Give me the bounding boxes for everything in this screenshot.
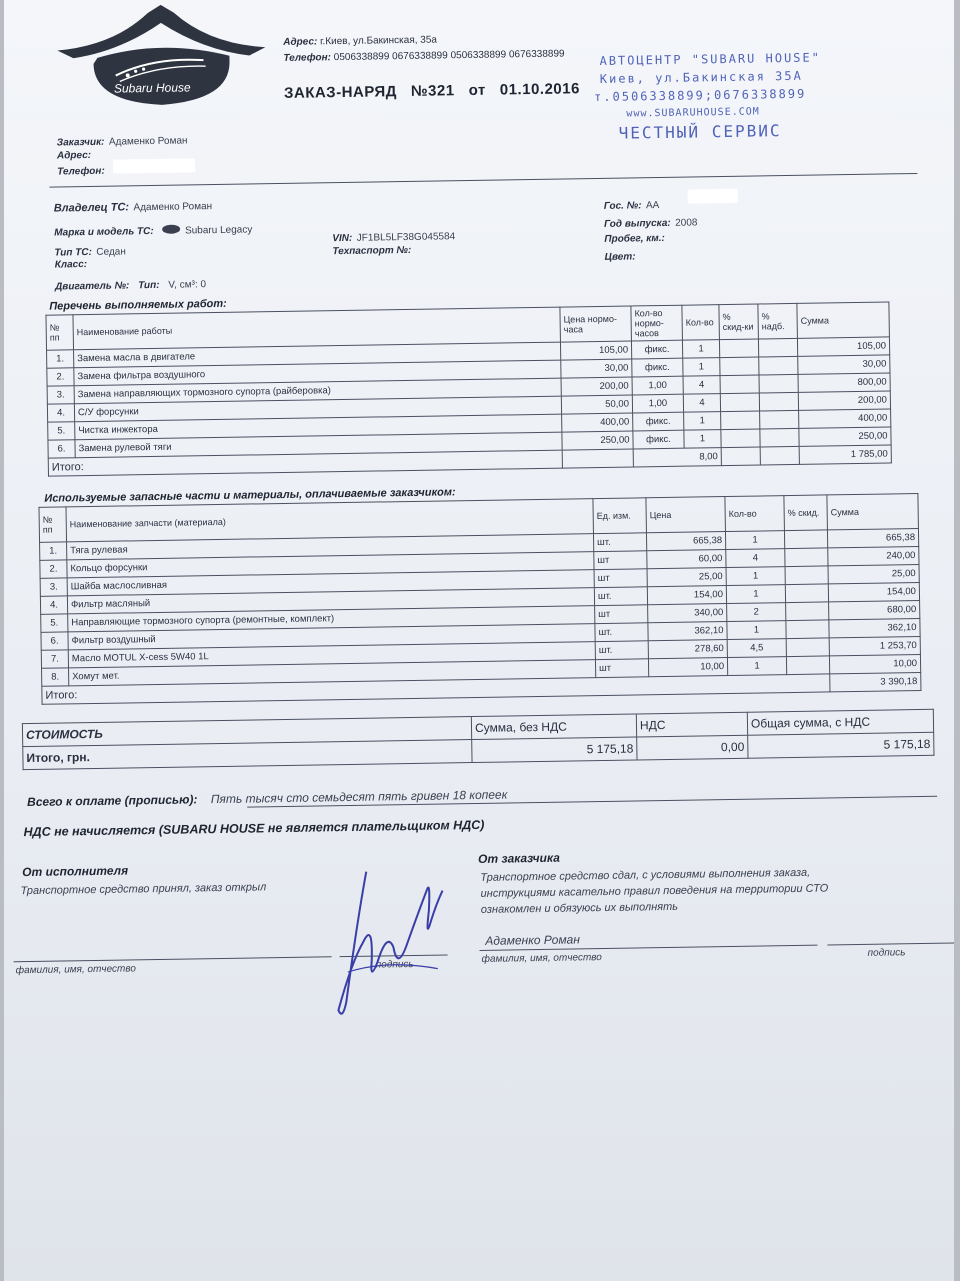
works-col-markup: % надб. <box>758 303 798 339</box>
part-discount <box>786 602 829 621</box>
parts-table <box>38 493 921 705</box>
stamp-line-5: ЧЕСТНЫЙ СЕРВИС <box>618 121 782 143</box>
part-qty: 4,5 <box>727 639 786 658</box>
work-price: 200,00 <box>561 377 632 396</box>
part-price: 362,10 <box>648 622 727 641</box>
row-number: 6. <box>41 632 68 650</box>
parts-col-number: № пп <box>39 507 67 542</box>
work-name: Замена фильтра воздушного <box>74 360 561 386</box>
part-sum: 154,00 <box>828 583 919 602</box>
work-discount <box>721 429 760 448</box>
customer-sign-line <box>827 942 954 945</box>
work-discount <box>720 357 759 376</box>
work-sum: 250,00 <box>799 427 891 446</box>
part-name: Фильтр воздушный <box>68 624 595 650</box>
year-row: Год выпуска: 2008 <box>604 217 698 230</box>
row-number: 5. <box>41 614 68 632</box>
part-discount <box>786 620 829 639</box>
work-sum: 800,00 <box>798 373 890 392</box>
cost-without-vat: 5 175,18 <box>472 737 637 763</box>
parts-col-unit: Ед. изм. <box>593 498 647 534</box>
customer-sign-text-2: инструкциями касательно правил поведения на территории СТО <box>480 882 829 900</box>
customer-address-label: Адрес: <box>56 149 92 162</box>
redaction-block <box>688 189 738 204</box>
work-discount <box>720 393 759 412</box>
works-total-hours: 8,00 <box>633 448 721 467</box>
cost-total-label: Итого, грн. <box>23 740 472 770</box>
part-qty: 1 <box>726 585 785 604</box>
work-hours: фикс. <box>632 358 683 377</box>
work-qty: 4 <box>683 394 720 413</box>
row-number: 3. <box>47 386 74 404</box>
executor-signature-icon <box>326 850 449 1022</box>
customer-sign-label: подпись <box>867 947 906 959</box>
work-markup <box>759 374 798 393</box>
works-total-label: Итого: <box>48 450 562 476</box>
part-discount <box>785 566 828 585</box>
row-number: 3. <box>40 578 67 596</box>
row-number: 5. <box>48 422 75 440</box>
row-number: 7. <box>41 650 68 668</box>
row-number: 2. <box>40 560 67 578</box>
work-sum: 105,00 <box>797 337 889 356</box>
part-name: Направляющие тормозного супорта (ремонтные, комплект) <box>68 606 595 632</box>
row-number: 4. <box>40 596 67 614</box>
cost-vat: 0,00 <box>637 735 748 760</box>
part-sum: 240,00 <box>828 547 919 566</box>
subaru-house-logo <box>53 3 270 111</box>
work-discount <box>721 411 760 430</box>
work-markup <box>760 428 799 447</box>
parts-total-sum: 3 390,18 <box>830 672 921 691</box>
work-qty: 1 <box>684 412 721 431</box>
executor-sign-label: подпись <box>375 958 414 971</box>
part-qty: 2 <box>727 603 786 622</box>
work-sum: 200,00 <box>798 391 890 410</box>
work-hours: 1,00 <box>632 376 683 395</box>
document-content <box>4 0 954 1281</box>
cost-summary-table <box>22 709 935 770</box>
work-qty: 1 <box>683 358 720 377</box>
make-row: Марка и модель ТС: Subaru Legacy <box>54 224 253 239</box>
mileage-label: Пробег, км.: <box>604 232 665 245</box>
part-sum: 362,10 <box>829 618 920 637</box>
works-table <box>45 301 891 476</box>
part-sum: 680,00 <box>829 601 920 620</box>
part-unit: шт <box>595 659 648 678</box>
part-price: 278,60 <box>648 640 727 659</box>
executor-name-line <box>14 956 332 962</box>
header-phones: Телефон: 0506338899 0676338899 0506338899 0676338899 <box>283 48 565 64</box>
customer-name-label: фамилия, имя, отчество <box>481 952 602 965</box>
engine-row: Двигатель №: Тип: V, см³: 0 <box>54 279 207 293</box>
work-hours: фикс. <box>633 412 684 431</box>
part-unit: шт. <box>593 533 646 552</box>
works-col-hours: Кол-во нормо-часов <box>631 305 683 341</box>
work-price: 250,00 <box>562 431 633 450</box>
row-number: 1. <box>40 542 67 560</box>
part-name: Тяга рулевая <box>67 534 594 560</box>
work-qty: 1 <box>682 340 719 359</box>
parts-col-name: Наименование запчасти (материала) <box>66 499 593 542</box>
works-col-price: Цена нормо-часа <box>560 306 632 342</box>
part-qty: 4 <box>726 549 785 568</box>
work-hours: фикс. <box>631 340 682 359</box>
part-unit: шт. <box>595 623 648 642</box>
customer-sign-text-1: Транспортное средство сдал, с условиями выполнения заказа, <box>480 866 811 884</box>
customer-row: Заказчик: Адаменко Роман <box>56 135 188 149</box>
stamp-line-3: т.0506338899;0676338899 <box>594 86 807 105</box>
executor-text: Транспортное средство принял, заказ открыл <box>20 881 267 898</box>
color-label: Цвет: <box>604 251 636 263</box>
works-total-empty <box>760 446 799 465</box>
subaru-emblem-icon <box>162 225 180 234</box>
parts-col-sum: Сумма <box>827 494 919 530</box>
work-markup <box>760 410 799 429</box>
parts-col-qty: Кол-во <box>725 496 785 532</box>
works-section-title: Перечень выполняемых работ: <box>49 297 227 313</box>
part-unit: шт <box>594 551 647 570</box>
work-hours: фикс. <box>633 430 684 449</box>
part-sum: 1 253,70 <box>829 636 920 655</box>
payment-words-label: Всего к оплате (прописью): <box>27 792 198 810</box>
redaction-block <box>113 158 195 173</box>
work-name: Чистка инжектора <box>75 414 562 440</box>
part-name: Фильтр масляный <box>67 588 594 614</box>
work-qty: 4 <box>683 376 720 395</box>
work-price: 30,00 <box>561 359 632 378</box>
part-discount <box>786 638 829 657</box>
part-name: Масло MOTUL X-cess 5W40 1L <box>68 642 595 668</box>
work-name: Замена рулевой тяги <box>75 432 562 458</box>
works-col-number: № пп <box>46 315 74 350</box>
works-col-sum: Сумма <box>797 302 890 338</box>
type-row: Тип ТС: Седан <box>54 246 126 259</box>
works-col-qty: Кол-во <box>682 305 720 341</box>
part-price: 154,00 <box>647 586 726 605</box>
part-sum: 10,00 <box>829 654 920 673</box>
part-unit: шт. <box>594 587 647 606</box>
work-price: 50,00 <box>561 395 632 414</box>
cost-label: СТОИМОСТЬ <box>22 717 471 747</box>
customer-sign-title: От заказчика <box>477 850 560 866</box>
part-unit: шт <box>595 605 648 624</box>
parts-total-label: Итого: <box>42 674 830 704</box>
stamp-line-1: АВТОЦЕНТР "SUBARU HOUSE" <box>599 50 822 68</box>
works-col-name: Наименование работы <box>73 307 560 350</box>
row-number: 2. <box>47 368 74 386</box>
work-name: Замена масла в двигателе <box>74 342 561 368</box>
works-total-sum: 1 785,00 <box>799 445 891 464</box>
part-qty: 1 <box>725 531 784 550</box>
work-price: 400,00 <box>562 413 633 432</box>
cost-with-vat-label: Общая сумма, с НДС <box>747 709 933 735</box>
work-markup <box>758 338 797 357</box>
work-markup <box>759 356 798 375</box>
part-discount <box>785 584 828 603</box>
part-price: 665,38 <box>646 532 725 551</box>
part-qty: 1 <box>726 567 785 586</box>
part-name: Шайба маслосливная <box>67 570 594 596</box>
part-qty: 1 <box>727 657 786 676</box>
part-sum: 25,00 <box>828 565 919 584</box>
vat-note: НДС не начисляется (SUBARU HOUSE не является плательщиком НДС) <box>23 817 485 840</box>
works-total-empty <box>721 447 760 466</box>
plate-row: Гос. №: AA <box>603 200 660 212</box>
cost-vat-label: НДС <box>636 712 747 737</box>
stamp-line-2: Киев, ул.Бакинская 35А <box>599 68 803 86</box>
row-number: 4. <box>47 404 74 422</box>
parts-col-price: Цена <box>646 497 726 533</box>
work-discount <box>720 375 759 394</box>
part-unit: шт <box>594 569 647 588</box>
part-sum: 665,38 <box>827 529 918 548</box>
part-discount <box>785 548 828 567</box>
cost-without-vat-label: Сумма, без НДС <box>471 714 636 740</box>
row-number: 1. <box>47 350 74 368</box>
part-name: Хомут мет. <box>69 660 596 686</box>
logo-text: Subaru House <box>113 80 191 96</box>
cost-with-vat: 5 175,18 <box>748 732 934 758</box>
work-hours: 1,00 <box>632 394 683 413</box>
part-price: 340,00 <box>648 604 727 623</box>
customer-phone-label: Телефон: <box>57 165 105 178</box>
header-address: Адрес: г.Киев, ул.Бакинская, 35а <box>283 34 438 48</box>
part-unit: шт. <box>595 641 648 660</box>
parts-section-title: Используемые запасные части и материалы, оплачиваемые заказчиком: <box>44 486 456 505</box>
part-name: Кольцо форсунки <box>67 552 594 578</box>
parts-col-discount: % скид. <box>784 495 828 531</box>
work-qty: 1 <box>684 430 721 449</box>
class-label: Класс: <box>54 259 88 271</box>
part-price: 25,00 <box>647 568 726 587</box>
work-markup <box>759 392 798 411</box>
part-discount <box>786 656 829 675</box>
owner-row: Владелец ТС: Адаменко Роман <box>53 201 213 215</box>
payment-words-value: Пять тысяч сто семьдесят пять гривен 18 копеек <box>210 787 508 807</box>
executor-title: От исполнителя <box>22 863 129 880</box>
divider <box>49 173 917 188</box>
stamp-line-4: www.SUBARUHOUSE.COM <box>626 106 760 120</box>
part-discount <box>784 530 827 549</box>
part-price: 60,00 <box>647 550 726 569</box>
work-discount <box>719 339 758 358</box>
passport-label: Техпаспорт №: <box>332 244 412 258</box>
work-sum: 400,00 <box>799 409 891 428</box>
vin-row: VIN: JF1BL5LF38G045584 <box>332 231 456 245</box>
works-total-empty <box>562 449 633 468</box>
work-price: 105,00 <box>560 341 631 360</box>
work-sum: 30,00 <box>798 355 890 374</box>
work-name: Замена направляющих тормозного супорта (райберовка) <box>74 378 561 404</box>
works-col-discount: % скид-ки <box>719 304 759 340</box>
customer-sign-name: Адаменко Роман <box>485 932 581 948</box>
part-qty: 1 <box>727 621 786 640</box>
row-number: 8. <box>42 668 69 686</box>
row-number: 6. <box>48 440 75 458</box>
part-price: 10,00 <box>648 658 727 677</box>
customer-sign-text-3: ознакомлен и обязуюсь их выполнять <box>480 900 679 916</box>
executor-name-label: фамилия, имя, отчество <box>15 963 136 977</box>
document-page <box>4 0 954 1281</box>
work-name: С/У форсунки <box>74 396 561 422</box>
order-title: ЗАКАЗ-НАРЯД №321 от 01.10.2016 <box>283 80 581 102</box>
